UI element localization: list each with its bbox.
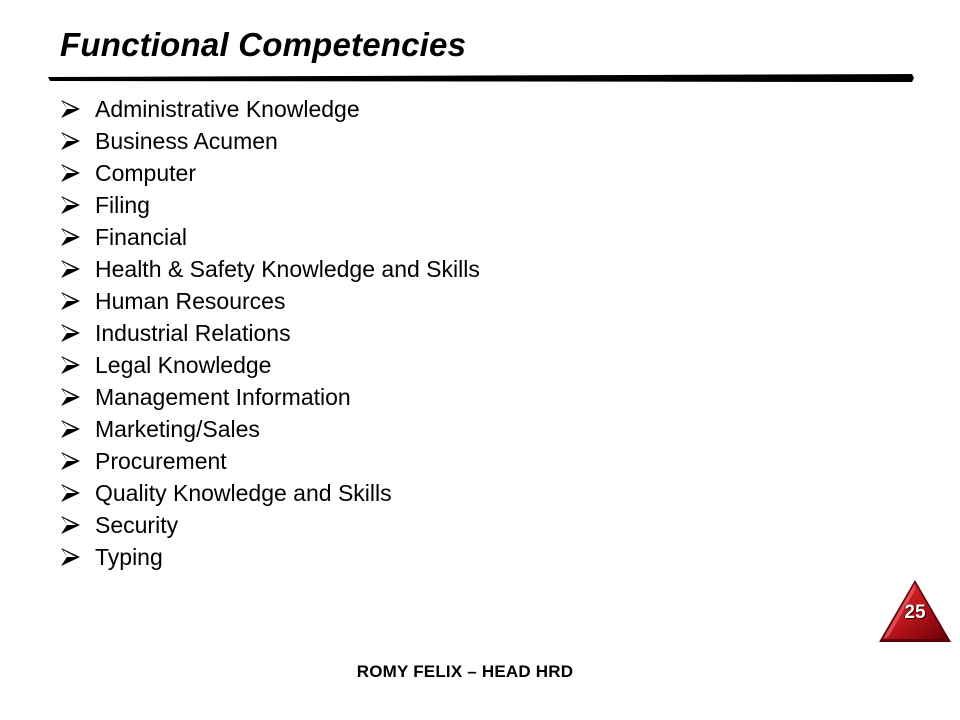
arrowhead-bullet-icon <box>60 451 82 471</box>
arrowhead-bullet-icon <box>60 547 82 567</box>
arrowhead-bullet-icon <box>60 131 82 151</box>
competency-item <box>60 477 480 509</box>
competency-label: Quality Knowledge and Skills <box>95 479 392 506</box>
competency-label: Financial <box>95 223 188 250</box>
competency-label: Computer <box>95 159 196 186</box>
competency-label: Business Acumen <box>95 127 278 154</box>
arrowhead-bullet-icon <box>60 259 82 279</box>
competency-item <box>60 157 480 189</box>
arrowhead-bullet-icon <box>60 291 82 311</box>
competency-item <box>60 93 480 125</box>
arrowhead-bullet-icon <box>60 483 82 503</box>
competency-label: Procurement <box>95 447 227 474</box>
competency-item <box>60 349 480 381</box>
title-underline-rule <box>48 72 914 84</box>
competency-item <box>60 221 480 253</box>
competency-item <box>60 445 480 477</box>
competency-label: Industrial Relations <box>95 319 291 346</box>
arrowhead-bullet-icon <box>60 355 82 375</box>
competency-label: Filing <box>95 191 150 218</box>
competency-item <box>60 509 480 541</box>
competency-item <box>60 125 480 157</box>
footer-author: ROMY FELIX – HEAD HRD <box>356 662 574 681</box>
competency-item <box>60 317 480 349</box>
competency-label: Management Information <box>95 383 351 410</box>
competency-label: Security <box>95 511 179 538</box>
competency-label: Marketing/Sales <box>95 415 260 442</box>
competency-label: Legal Knowledge <box>95 351 272 378</box>
arrowhead-bullet-icon <box>60 163 82 183</box>
competency-list <box>60 93 480 573</box>
arrowhead-bullet-icon <box>60 99 82 119</box>
arrowhead-bullet-icon <box>60 195 82 215</box>
arrowhead-bullet-icon <box>60 387 82 407</box>
competency-label: Typing <box>95 543 163 570</box>
arrowhead-bullet-icon <box>60 227 82 247</box>
page-number: 25 <box>904 602 926 623</box>
arrowhead-bullet-icon <box>60 419 82 439</box>
competency-item <box>60 189 480 221</box>
arrowhead-bullet-icon <box>60 323 82 343</box>
competency-item <box>60 253 480 285</box>
competency-item <box>60 381 480 413</box>
arrowhead-bullet-icon <box>60 515 82 535</box>
competency-label: Health & Safety Knowledge and Skills <box>95 255 480 282</box>
competency-item <box>60 285 480 317</box>
slide-title: Functional Competencies <box>60 26 467 63</box>
competency-label: Human Resources <box>95 287 286 314</box>
competency-item <box>60 413 480 445</box>
competency-item <box>60 541 480 573</box>
competency-label: Administrative Knowledge <box>95 95 360 122</box>
